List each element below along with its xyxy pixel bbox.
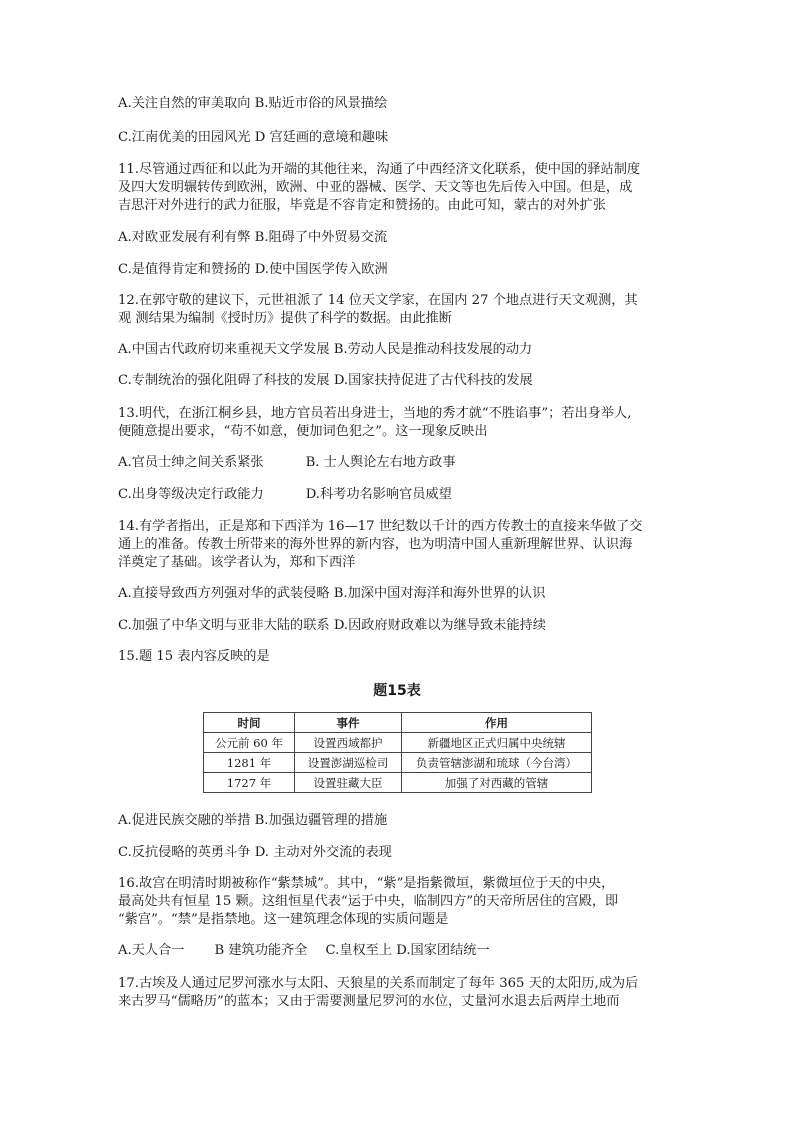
q13-option-b: B. 士人舆论左右地方政事 bbox=[305, 455, 456, 470]
q16-option-a: A.天人合一 bbox=[118, 943, 185, 958]
q15-table bbox=[203, 712, 592, 793]
table-header-event: 事件 bbox=[295, 713, 402, 733]
q11-stem-line3: 吉思汗对外进行的武力征服，毕竟是不容肯定和赞扬的。由此可知，蒙古的对外扩张 bbox=[118, 198, 606, 213]
q13-option-c: C.出身等级决定行政能力 bbox=[118, 487, 264, 502]
q10-options-cd: C.江南优美的田园风光 D 宫廷画的意境和趣味 bbox=[118, 130, 389, 145]
q17-stem-line1: 17.古埃及人通过尼罗河涨水与太阳、天狼星的关系而制定了每年 365 天的太阳历,成为后 bbox=[118, 976, 639, 991]
q12-stem-line1: 12.在郭守敬的建议下，元世祖派了 14 位天文学家，在国内 27 个地点进行天文观测，其 bbox=[118, 293, 638, 308]
q10-options-ab: A.关注自然的审美取向 B.贴近市俗的风景描绘 bbox=[118, 96, 388, 111]
q16-option-b: B 建筑功能齐全 bbox=[214, 943, 308, 958]
q14-stem-line1: 14.有学者指出，正是郑和下西洋为 16—17 世纪数以千计的西方传教士的直接来华做了交 bbox=[118, 519, 643, 534]
table-cell: 1281 年 bbox=[204, 753, 295, 773]
table-header-row bbox=[204, 713, 592, 733]
q13-stem-line1: 13.明代，在浙江桐乡县，地方官员若出身进士，当地的秀才就“不胜谄事”；若出身举人, bbox=[118, 406, 632, 421]
q15-options-ab: A.促进民族交融的举措 B.加强边疆管理的措施 bbox=[118, 813, 388, 828]
q12-options-ab: A.中国古代政府切来重视天文学发展 B.劳动人民是推动科技发展的动力 bbox=[118, 342, 533, 357]
q16-stem-line2: 最高处共有恒星 15 颗。这组恒星代表“运于中央，临制四方”的天帝所居住的宫殿，即 bbox=[118, 894, 619, 909]
table-row bbox=[204, 753, 592, 773]
table-row bbox=[204, 773, 592, 793]
q14-stem-line3: 洋奠定了基础。该学者认为，郑和下西洋 bbox=[118, 555, 356, 570]
table-row bbox=[204, 733, 592, 753]
table-cell: 设置西域都护 bbox=[295, 733, 402, 753]
q13-options-ab bbox=[118, 454, 456, 472]
q14-options-ab: A.直接导致西方列强对华的武装侵略 B.加深中国对海洋和海外世界的认识 bbox=[118, 586, 546, 601]
q17-stem-line2: 来古罗马“儒略历”的蓝本；又由于需要测量尼罗河的水位，丈量河水退去后两岸土地而 bbox=[118, 994, 620, 1009]
q13-option-d: D.科考功名影响官员威望 bbox=[305, 487, 452, 502]
table-cell: 设置驻藏大臣 bbox=[295, 773, 402, 793]
q13-option-a: A.官员士绅之间关系紧张 bbox=[118, 455, 264, 470]
q11-stem-line2: 及四大发明辗转传到欧洲，欧洲、中亚的器械、医学、天文等也先后传入中国。但是，成 bbox=[118, 180, 633, 195]
q11-options-ab: A.对欧亚发展有利有弊 B.阻碍了中外贸易交流 bbox=[118, 230, 388, 245]
q14-stem-line2: 通上的准备。传教士所带来的海外世界的新内容，也为明清中国人重新理解世界、认识海 bbox=[118, 537, 633, 552]
q13-options-cd bbox=[118, 486, 452, 504]
q14-options-cd: C.加强了中华文明与亚非大陆的联系 D.因政府财政难以为继导致未能持续 bbox=[118, 618, 546, 633]
q16-options-cd: C.皇权至上 D.国家团结统一 bbox=[325, 943, 490, 958]
table-cell: 公元前 60 年 bbox=[204, 733, 295, 753]
q16-stem-line3: “紫宫”。“禁”是指禁地。这一建筑理念体现的实质问题是 bbox=[118, 912, 449, 927]
q16-stem-line1: 16.故宫在明清时期被称作“紫禁城”。其中，“紫”是指紫微垣，紫微垣位于天的中央， bbox=[118, 876, 615, 891]
q16-options bbox=[118, 942, 490, 960]
q12-options-cd: C.专制统治的强化阻碍了科技的发展 D.国家扶持促进了古代科技的发展 bbox=[118, 373, 533, 388]
q15-table-title: 题15表 bbox=[373, 683, 421, 699]
table-header-effect: 作用 bbox=[402, 713, 592, 733]
q15-stem: 15.题 15 表内容反映的是 bbox=[118, 649, 270, 664]
table-cell: 加强了对西藏的管辖 bbox=[402, 773, 592, 793]
table-cell: 设置澎湖巡检司 bbox=[295, 753, 402, 773]
table-cell: 负责管辖澎湖和琉球（今台湾） bbox=[402, 753, 592, 773]
q11-stem-line1: 11.尽管通过西征和以此为开端的其他往来，沟通了中西经济文化联系，使中国的驿站制度 bbox=[118, 162, 641, 177]
table-header-time: 时间 bbox=[204, 713, 295, 733]
q15-options-cd: C.反抗侵略的英勇斗争 D. 主动对外交流的表现 bbox=[118, 845, 392, 860]
q11-options-cd: C.是值得肯定和赞扬的 D.使中国医学传入欧洲 bbox=[118, 262, 388, 277]
q12-stem-line2: 观 测结果为编制《授时历》提供了科学的数据。由此推断 bbox=[118, 311, 452, 326]
table-cell: 1727 年 bbox=[204, 773, 295, 793]
table-cell: 新疆地区正式归属中央统辖 bbox=[402, 733, 592, 753]
q13-stem-line2: 便随意提出要求，“苟不如意，便加词色犯之”。这一现象反映出 bbox=[118, 424, 488, 439]
